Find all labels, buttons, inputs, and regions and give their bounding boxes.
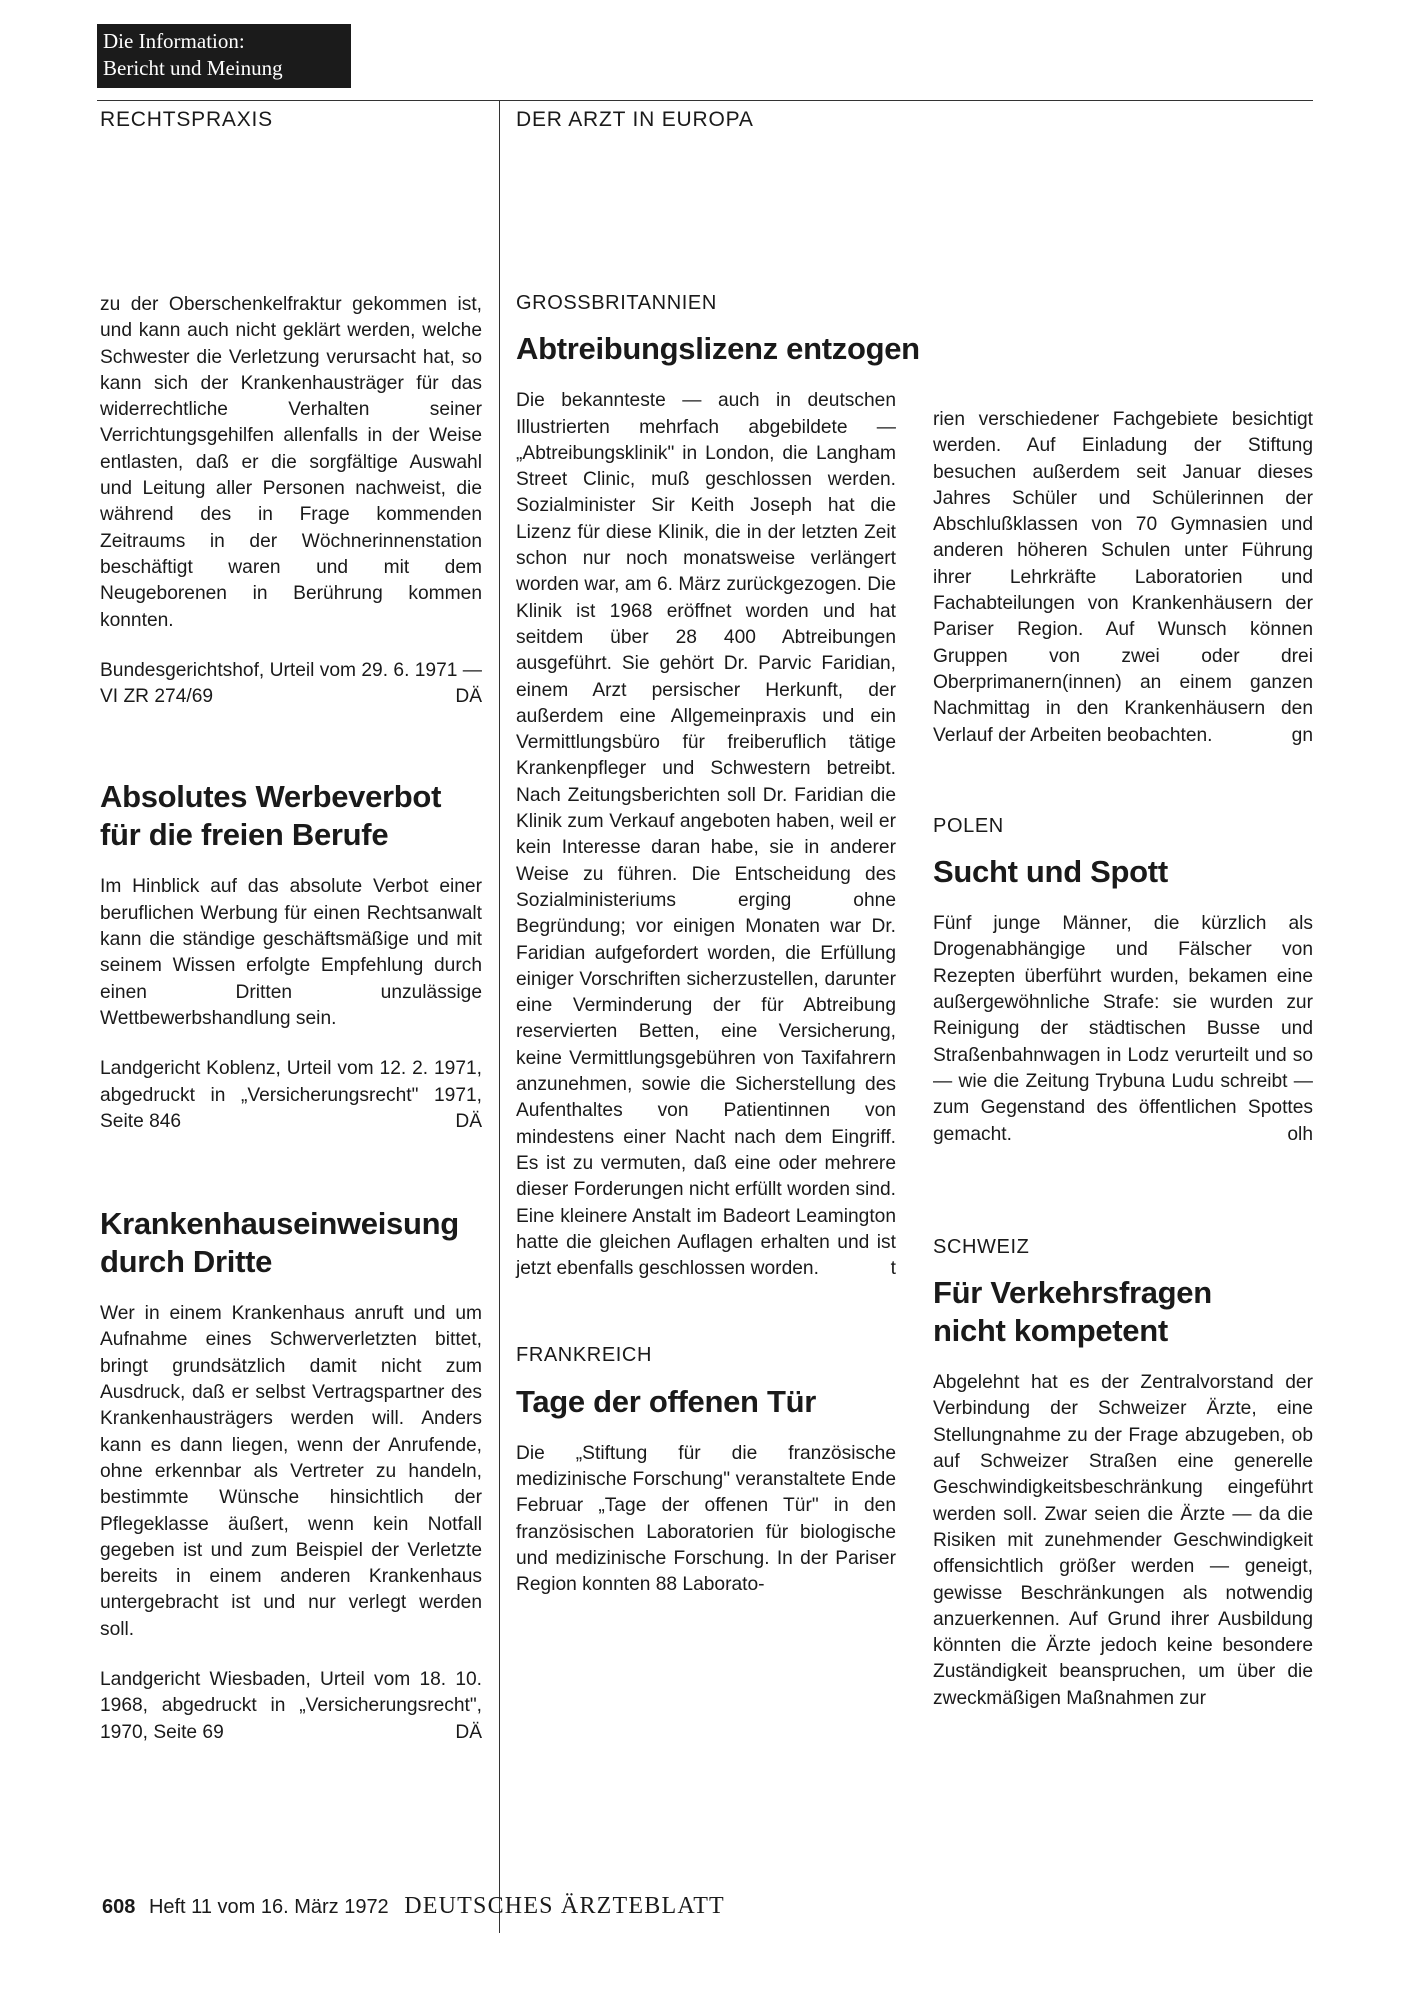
article-einweisung-text: Wer in einem Krankenhaus anruft und um Aufnahme eines Schwerverletzten bittet, bringt grundsätzlich damit nicht zum Ausdruck, daß er selbst Vertragspartner des Krankenhausträgers werden will. Anders kann es dann liegen, wenn der Anrufende, ohne erkennbar als Vertreter zu handeln, bestimmte Wünsche hinsichtlich der Pflegeklasse äußert, wenn kein Notfall gegeben ist und zum Beispiel der Verletzte bereits in einem anderen Krankenhaus untergebracht ist und nur verlegt werden soll.	[100, 1303, 482, 1640]
category-polen: POLEN	[933, 814, 1004, 837]
left-column	[100, 292, 482, 1746]
right-column	[933, 407, 1313, 1712]
publication-name: DEUTSCHES ÄRZTEBLATT	[404, 1893, 725, 1919]
article-verkehrsfragen-title: Für Verkehrsfragen nicht kompetent	[933, 1275, 1212, 1349]
issue-info: Heft 11 vom 16. März 1972	[148, 1896, 389, 1918]
page-footer	[102, 1893, 725, 1920]
article-verkehrsfragen-text: Abgelehnt hat es der Zentralvorstand der Verbindung der Schweizer Ärzte, eine Stellungnahme zu der Frage abzugeben, ob auf Schweizer Straßen eine generelle Geschwindigkeitsbeschränkung eingeführt werden soll. Zwar seien die Ärzte — da die Risiken mit zunehmender Geschwindigkeit offensichtlich größer werden — geneigt, gewisse Beschränkungen als notwendig anzuerkennen. Auf Grund ihrer Ausbildung könnten die Ärzte jedoch keine besondere Zuständigkeit beanspruchen, um über die zweckmäßigen Maßnahmen zur	[933, 1372, 1313, 1709]
top-rule	[97, 100, 1313, 101]
category-grossbritannien: GROSSBRITANNIEN	[516, 292, 717, 314]
intro-source-line	[100, 658, 482, 711]
intro-source: Bundesgerichtshof, Urteil vom 29. 6. 1971 — VI ZR 274/69	[100, 659, 482, 708]
article-offene-tuer-continuation	[933, 407, 1313, 749]
article-offene-tuer-signature: gn	[1291, 724, 1313, 746]
intro-signature: DÄ	[455, 686, 482, 708]
article-werbeverbot-source-line	[100, 1056, 482, 1135]
article-werbeverbot-signature: DÄ	[455, 1110, 482, 1132]
article-offene-tuer-text-b: rien verschiedener Fachgebiete besichtigt werden. Auf Einladung der Stiftung besuchen außerdem seit Januar dieses Jahres Schüler und Schülerinnen der Abschlußklassen von 70 Gymnasien und anderen höheren Schulen unter Führung ihrer Lehrkräfte Laboratorien und Fachabteilungen von Krankenhäusern der Pariser Region. Auf Wunsch können Gruppen von zwei oder drei Oberprimanern(innen) an einem ganzen Nachmittag in den Krankenhäusern den Verlauf der Arbeiten beobachten.	[933, 409, 1313, 746]
article-sucht-spott-body	[933, 911, 1313, 1148]
article-werbeverbot-text: Im Hinblick auf das absolute Verbot einer beruflichen Werbung für einen Rechtsanwalt kann die ständige geschäftsmäßige und mit seinem Wissen erfolgte Empfehlung durch einen Dritten unzulässige Wettbewerbshandlung sein.	[100, 876, 482, 1029]
article-abtreibungslizenz-body	[516, 388, 896, 1282]
masthead-box	[97, 24, 351, 88]
article-abtreibungslizenz-title: Abtreibungslizenz entzogen	[516, 331, 920, 367]
category-frankreich: FRANKREICH	[516, 1344, 653, 1367]
article-offene-tuer-text-a: Die „Stiftung für die französische medizinische Forschung" veranstaltete Ende Februar „Tage der offenen Tür" in den französischen Laboratorien für biologische und medizinische Forschung. In der Pariser Region konnten 88 Laborato-	[516, 1442, 896, 1596]
section-label-right: DER ARZT IN EUROPA	[516, 108, 754, 131]
column-divider	[499, 100, 500, 1933]
article-einweisung-title: Krankenhauseinweisung durch Dritte	[100, 1206, 459, 1280]
middle-column	[516, 290, 920, 1598]
masthead-line-1: Die Information:	[103, 29, 245, 53]
category-schweiz: SCHWEIZ	[933, 1235, 1030, 1258]
intro-text: zu der Oberschenkelfraktur gekommen ist, und kann auch nicht geklärt werden, welche Schwester die Verletzung verursacht hat, so kann sich der Krankenhausträger für das widerrechtliche Verhalten seiner Verrichtungsgehilfen allenfalls in der Weise entlasten, daß er die sorgfältige Auswahl und Leitung aller Personen nachweist, die während des in Frage kommenden Zeitraums in der Wöchnerinnenstation beschäftigt waren und mit dem Neugeborenen in Berührung kommen konnten.	[100, 294, 482, 631]
article-werbeverbot-source: Landgericht Koblenz, Urteil vom 12. 2. 1971, abgedruckt in „Versicherungsrecht" 1971, Seite 846	[100, 1058, 482, 1132]
article-abtreibungslizenz-signature: t	[890, 1258, 896, 1280]
article-offene-tuer-title: Tage der offenen Tür	[516, 1383, 817, 1419]
masthead-line-2: Bericht und Meinung	[103, 56, 283, 80]
article-sucht-spott-title: Sucht und Spott	[933, 854, 1168, 890]
article-sucht-spott-text: Fünf junge Männer, die kürzlich als Drogenabhängige und Fälscher von Rezepten überführt wurden, bekamen eine außergewöhnliche Strafe: sie wurden zur Reinigung der städtischen Busse und Straßenbahnwagen in Lodz verurteilt und so — wie die Zeitung Trybuna Ludu schreibt — zum Gegenstand des öffentlichen Spottes gemacht.	[933, 913, 1313, 1145]
article-einweisung-source: Landgericht Wiesbaden, Urteil vom 18. 10. 1968, abgedruckt in „Versicherungsrecht", 1970, Seite 69	[100, 1668, 482, 1743]
article-einweisung-source-line	[100, 1667, 482, 1746]
article-abtreibungslizenz-text: Die bekannteste — auch in deutschen Illustrierten mehrfach abgebildete — „Abtreibungsklinik" in London, die Langham Street Clinic, muß geschlossen werden. Sozialminister Sir Keith Joseph hat die Lizenz für diese Klinik, die in der letzten Zeit schon nur noch monatsweise verlängert worden war, am 6. März zurückgezogen. Die Klinik ist 1968 eröffnet worden und hat seitdem über 28 400 Abtreibungen ausgeführt. Sie gehört Dr. Parvic Faridian, einem Arzt persischer Herkunft, der außerdem eine Allgemeinpraxis und ein Vermittlungsbüro für freiberuflich tätige Krankenpfleger und Schwestern betreibt. Nach Zeitungsberichten soll Dr. Faridian die Klinik zum Verkauf angeboten haben, weil er kein Interesse daran habe, sie in anderer Weise zu führen. Die Entscheidung des Sozialministeriums erging ohne Begründung; vor einigen Monaten war Dr. Faridian aufgefordert worden, die Erfüllung einiger Vorschriften sicherzustellen, darunter eine Verminderung der für Abtreibung reservierten Betten, eine Versicherung, keine Vermittlungsgebühren von Taxifahrern anzunehmen, sowie die Sicherstellung des Aufenthaltes von Patientinnen von mindestens einer Nacht nach dem Eingriff. Es ist zu vermuten, daß eine oder mehrere dieser Forderungen nicht erfüllt worden sind. Eine kleinere Anstalt im Badeort Leamington hatte die gleichen Auflagen erhalten und ist jetzt ebenfalls geschlossen worden.	[516, 390, 896, 1280]
article-sucht-spott-signature: olh	[1287, 1123, 1313, 1145]
section-label-left: RECHTSPRAXIS	[100, 108, 273, 131]
article-einweisung-signature: DÄ	[455, 1721, 482, 1743]
article-werbeverbot-title: Absolutes Werbeverbot für die freien Berufe	[100, 779, 442, 853]
page-number: 608	[102, 1896, 136, 1918]
